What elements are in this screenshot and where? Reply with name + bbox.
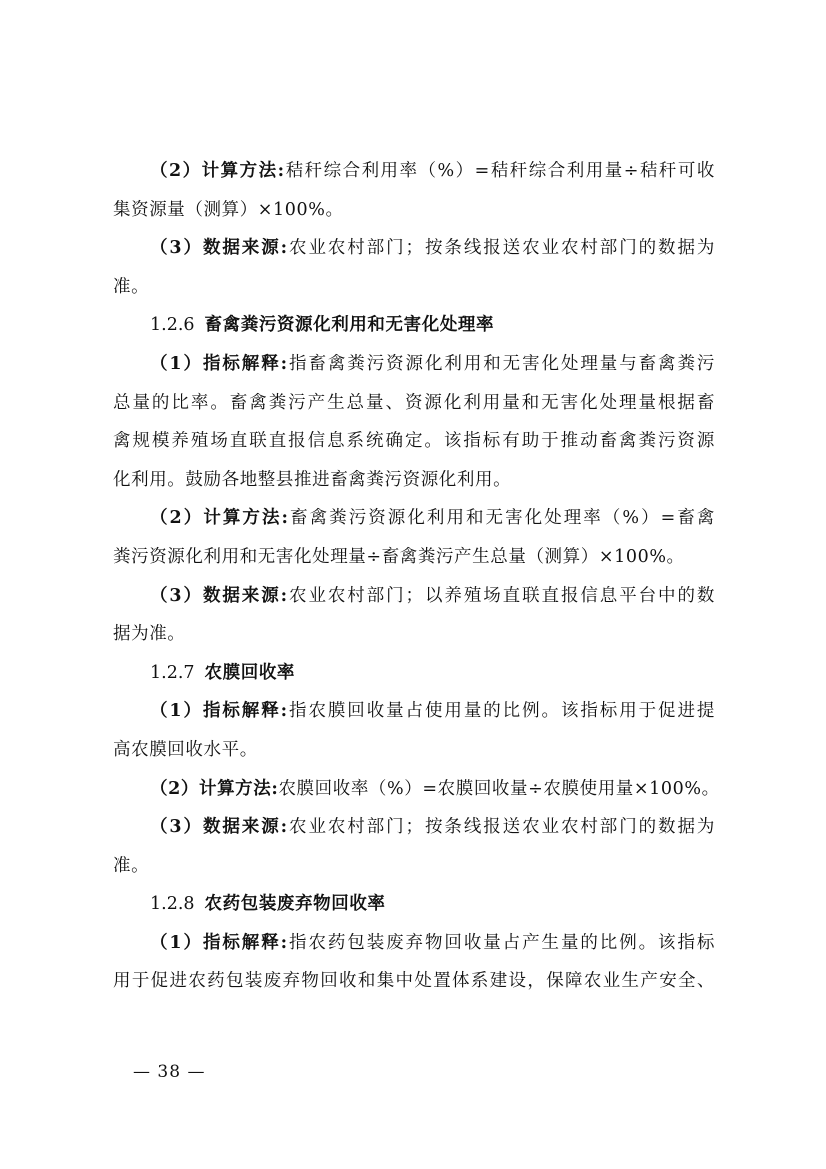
- paragraph-label: （3）数据来源:: [150, 238, 288, 259]
- paragraph-text: 农业农村部门；按条线报送农业农村部门的数据为: [287, 238, 716, 259]
- paragraph-text: 据为准。: [113, 624, 186, 645]
- paragraph-label: （3）数据来源:: [150, 585, 288, 606]
- paragraph-line: [113, 615, 715, 654]
- section-title: 畜禽粪污资源化利用和无害化处理率: [204, 315, 495, 336]
- paragraph-text: 农业农村部门；按条线报送农业农村部门的数据为: [287, 817, 716, 838]
- page-number: — 38 —: [133, 1062, 206, 1082]
- paragraph-label: （2）计算方法:: [150, 161, 285, 181]
- paragraph-line: [113, 422, 715, 461]
- paragraph-label: （1）指标解释:: [150, 932, 288, 953]
- section-number: 1.2.6: [150, 315, 195, 336]
- paragraph-line: [113, 384, 715, 423]
- paragraph-line: [113, 152, 715, 191]
- paragraph-text: 指农膜回收量占使用量的比例。该指标用于促进提: [287, 701, 716, 722]
- paragraph-line: [113, 499, 715, 538]
- paragraph-text: 用于促进农药包装废弃物回收和集中处置体系建设，保障农业生产安全、: [113, 971, 715, 992]
- paragraph-line: [113, 692, 715, 731]
- paragraph-text: 指畜禽粪污资源化利用和无害化处理量与畜禽粪污: [287, 353, 716, 374]
- paragraph-line: [113, 731, 715, 770]
- paragraph-line: [113, 770, 720, 809]
- body-text: [113, 152, 720, 1001]
- paragraph-text: 准。: [113, 276, 150, 297]
- paragraph-text: 准。: [113, 855, 150, 876]
- paragraph-line: [113, 345, 715, 384]
- paragraph-label: （1）指标解释:: [150, 701, 288, 722]
- section-heading: [113, 306, 715, 345]
- paragraph-line: [113, 924, 715, 963]
- paragraph-text: 农膜回收率（%）=农膜回收量÷农膜使用量×100%。: [278, 778, 720, 799]
- paragraph-line: [113, 229, 715, 268]
- paragraph-label: （2）计算方法:: [150, 508, 289, 529]
- paragraph-line: [113, 577, 715, 616]
- paragraph-text: 畜禽粪污资源化利用和无害化处理率（%）=畜禽: [288, 508, 715, 529]
- paragraph-line: [113, 847, 715, 886]
- paragraph-text: 总量的比率。畜禽粪污产生总量、资源化利用量和无害化处理量根据畜: [113, 392, 715, 413]
- section-number: 1.2.8: [150, 894, 195, 915]
- section-heading: [113, 654, 715, 693]
- paragraph-line: [113, 461, 715, 500]
- paragraph-label: （3）数据来源:: [150, 817, 288, 838]
- section-title: 农膜回收率: [204, 662, 296, 683]
- paragraph-text: 秸秆综合利用率（%）=秸秆综合利用量÷秸秆可收: [284, 161, 716, 181]
- paragraph-text: 高农膜回收水平。: [113, 739, 258, 760]
- paragraph-text: 粪污资源化利用和无害化处理量÷畜禽粪污产生总量（测算）×100%。: [113, 546, 685, 567]
- paragraph-line: [113, 808, 715, 847]
- paragraph-text: 禽规模养殖场直联直报信息系统确定。该指标有助于推动畜禽粪污资源: [113, 431, 715, 452]
- paragraph-text: 指农药包装废弃物回收量占产生量的比例。该指标: [287, 932, 716, 953]
- section-number: 1.2.7: [150, 662, 195, 683]
- paragraph-text: 农业农村部门；以养殖场直联直报信息平台中的数: [287, 585, 716, 606]
- paragraph-label: （1）指标解释:: [150, 353, 288, 374]
- paragraph-line: [113, 268, 715, 307]
- paragraph-label: （2）计算方法:: [150, 778, 279, 799]
- section-heading: [113, 885, 715, 924]
- paragraph-text: 化利用。鼓励各地整县推进畜禽粪污资源化利用。: [113, 469, 512, 490]
- paragraph-line: [113, 962, 715, 1001]
- section-title: 农药包装废弃物回收率: [204, 894, 386, 915]
- paragraph-text: 集资源量（测算）×100%。: [113, 199, 344, 220]
- paragraph-line: [113, 191, 715, 230]
- paragraph-line: [113, 538, 715, 577]
